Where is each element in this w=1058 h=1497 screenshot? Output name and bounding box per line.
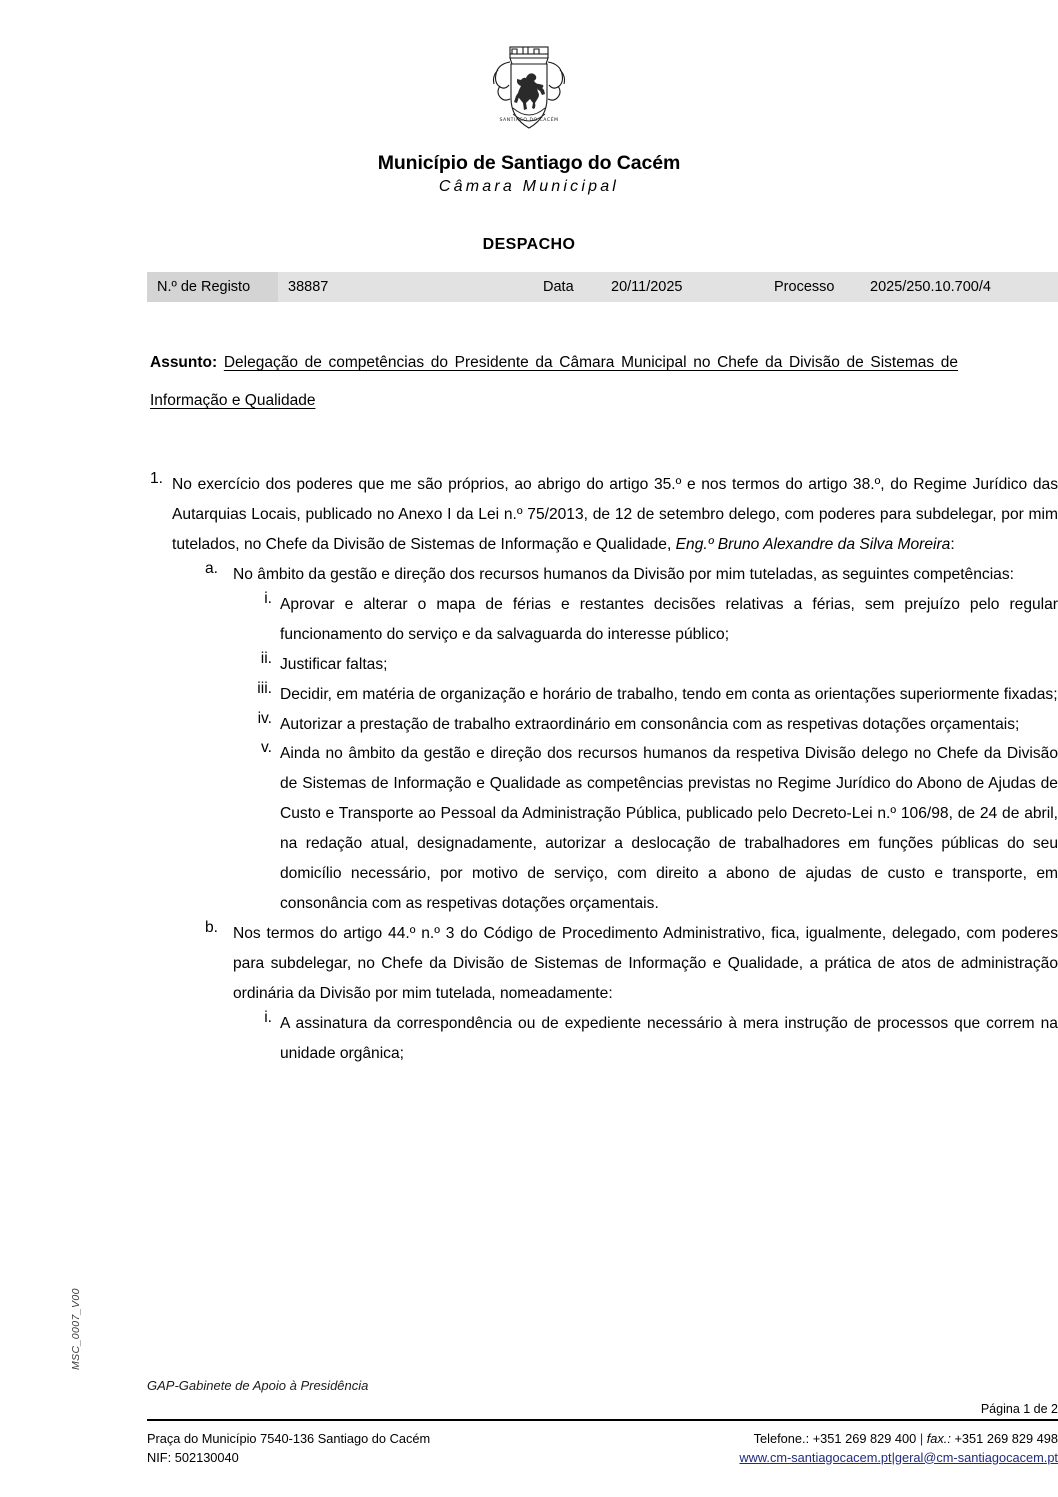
footer-fax-value: +351 269 829 498 (954, 1431, 1058, 1446)
footer-email-link[interactable]: geral@cm-santiagocacem.pt (894, 1449, 1058, 1465)
footer-separator-2: | (891, 1449, 895, 1465)
clause-b-subitems (250, 1009, 1058, 1069)
footer-website-link[interactable]: www.cm-santiagocacem.pt (739, 1449, 892, 1465)
subject-block (150, 344, 958, 420)
subject-text: Delegação de competências do Presidente da Câmara Municipal no Chefe da Divisão de Sistemas de Informação e Qualidade (150, 354, 958, 409)
registry-process-value: 2025/250.10.700/4 (860, 272, 1058, 302)
clause-a-v-marker: v. (261, 739, 272, 757)
clause-a-text: No âmbito da gestão e direção dos recursos humanos da Divisão por mim tuteladas, as seguintes competências: (233, 565, 1014, 583)
clause-b-i-text: A assinatura da correspondência ou de expediente necessário à mera instrução de processos que correm na unidade orgânica; (280, 1014, 1058, 1062)
clause-a-i-text: Aprovar e alterar o mapa de férias e restantes decisões relativas a férias, sem prejuízo pelo regular funcionamento do serviço e da salvaguarda do interesse público; (280, 595, 1058, 643)
clause-a-v (250, 739, 1058, 919)
document-type-title: DESPACHO (482, 236, 576, 253)
clause-1-marker: 1. (150, 470, 164, 487)
clause-1-text (172, 470, 1058, 560)
footer-nif: NIF: 502130040 (147, 1449, 239, 1465)
registry-date-value: 20/11/2025 (601, 272, 764, 302)
coat-of-arms-icon (486, 42, 572, 146)
footer-phone-value: +351 269 829 400 (812, 1431, 917, 1446)
clause-a-group (205, 560, 1058, 919)
footer-contact-block (739, 1430, 1058, 1467)
document-footer (147, 1378, 1058, 1467)
clause-a-subitems (250, 590, 1058, 919)
document-header (0, 42, 1058, 196)
clause-a-ii-marker: ii. (260, 649, 272, 667)
clause-a-iv (250, 710, 1058, 740)
organization-name: Município de Santiago do Cacém (377, 152, 681, 174)
delegate-name: Eng.º Bruno Alexandre da Silva Moreira (675, 535, 951, 553)
clause-1-text-part1: No exercício dos poderes que me são próprios, ao abrigo do artigo 35.º e nos termos do artigo 38.º, do Regime Jurídico das Autarquias Locais, publicado no Anexo I da Lei n.º 75/2013, de 12 de setembro delego, com poderes para subdelegar, por mim tutelados, no Chefe da Divisão de Sistemas de Informação e Qualidade, (172, 476, 1058, 553)
footer-phone-line (739, 1430, 1058, 1449)
footer-address-block (147, 1430, 430, 1467)
clause-a-ii-text: Justificar faltas; (280, 655, 388, 673)
clause-a-iv-text: Autorizar a prestação de trabalho extraordinário em consonância com as respetivas dotações orçamentais; (280, 715, 1020, 733)
clause-a-iv-marker: iv. (257, 709, 272, 727)
footer-web-line (739, 1449, 1058, 1468)
registry-number-label: N.º de Registo (147, 272, 278, 302)
clause-a-ii (250, 650, 1058, 680)
clause-1 (150, 470, 1058, 560)
subject-label: Assunto: (150, 354, 218, 371)
clause-a-v-text: Ainda no âmbito da gestão e direção dos recursos humanos da respetiva Divisão delego no Chefe da Divisão de Sistemas de Informação e Qualidade as competências previstas no Regime Jurídico do Abono de Ajudas de Custo e Transporte ao Pessoal da Administração Pública, publicado pelo Decreto-Lei n.º 106/98, de 24 de abril, na redação atual, designadamente, autorizar a deslocação de trabalhadores em funções públicas do seu domicílio necessário, por motivo de serviço, com direito a abono de ajudas de custo e transporte, em consonância com as respetivas dotações orçamentais. (280, 745, 1058, 913)
svg-text:SANTIAGO DO CACÉM: SANTIAGO DO CACÉM (499, 118, 559, 123)
footer-divider (147, 1419, 1058, 1421)
registry-number-value: 38887 (278, 272, 533, 302)
clause-b-i (250, 1009, 1058, 1069)
clause-a-i-marker: i. (264, 589, 272, 607)
footer-fax-label: fax.: (926, 1431, 951, 1446)
registry-date-label: Data (533, 272, 601, 302)
organization-subtitle: Câmara Municipal (438, 178, 620, 195)
clause-a-iii-marker: iii. (257, 679, 272, 697)
clause-1-text-part2: : (950, 535, 955, 553)
footer-unit: GAP-Gabinete de Apoio à Presidência (147, 1378, 369, 1393)
clause-b-text: Nos termos do artigo 44.º n.º 3 do Código de Procedimento Administrativo, fica, igualmente, delegado, com poderes para subdelegar, no Chefe da Divisão de Sistemas de Informação e Qualidade, a prática de atos de administração ordinária da Divisão por mim tutelada, nomeadamente: (233, 925, 1058, 1002)
clause-a-iii-text: Decidir, em matéria de organização e horário de trabalho, tendo em conta as orientações superiormente fixadas; (280, 685, 1058, 703)
registry-strip (147, 272, 1058, 302)
registry-process-label: Processo (764, 272, 860, 302)
clause-b-marker: b. (205, 919, 219, 937)
footer-page-number: Página 1 de 2 (980, 1402, 1058, 1416)
footer-separator-1: | (919, 1431, 924, 1446)
clause-b (205, 919, 1058, 1009)
clause-b-group (205, 919, 1058, 1069)
footer-phone-label: Telefone.: (753, 1431, 810, 1446)
footer-address: Praça do Município 7540-136 Santiago do Cacém (147, 1431, 431, 1446)
clause-b-i-marker: i. (264, 1008, 272, 1026)
clause-a-marker: a. (205, 559, 219, 577)
document-version-stamp: MSC_0007_V00 (70, 1288, 82, 1370)
clause-a-iii (250, 680, 1058, 710)
clause-a (205, 560, 1058, 590)
clause-a-i (250, 590, 1058, 650)
document-body (150, 470, 1058, 1069)
